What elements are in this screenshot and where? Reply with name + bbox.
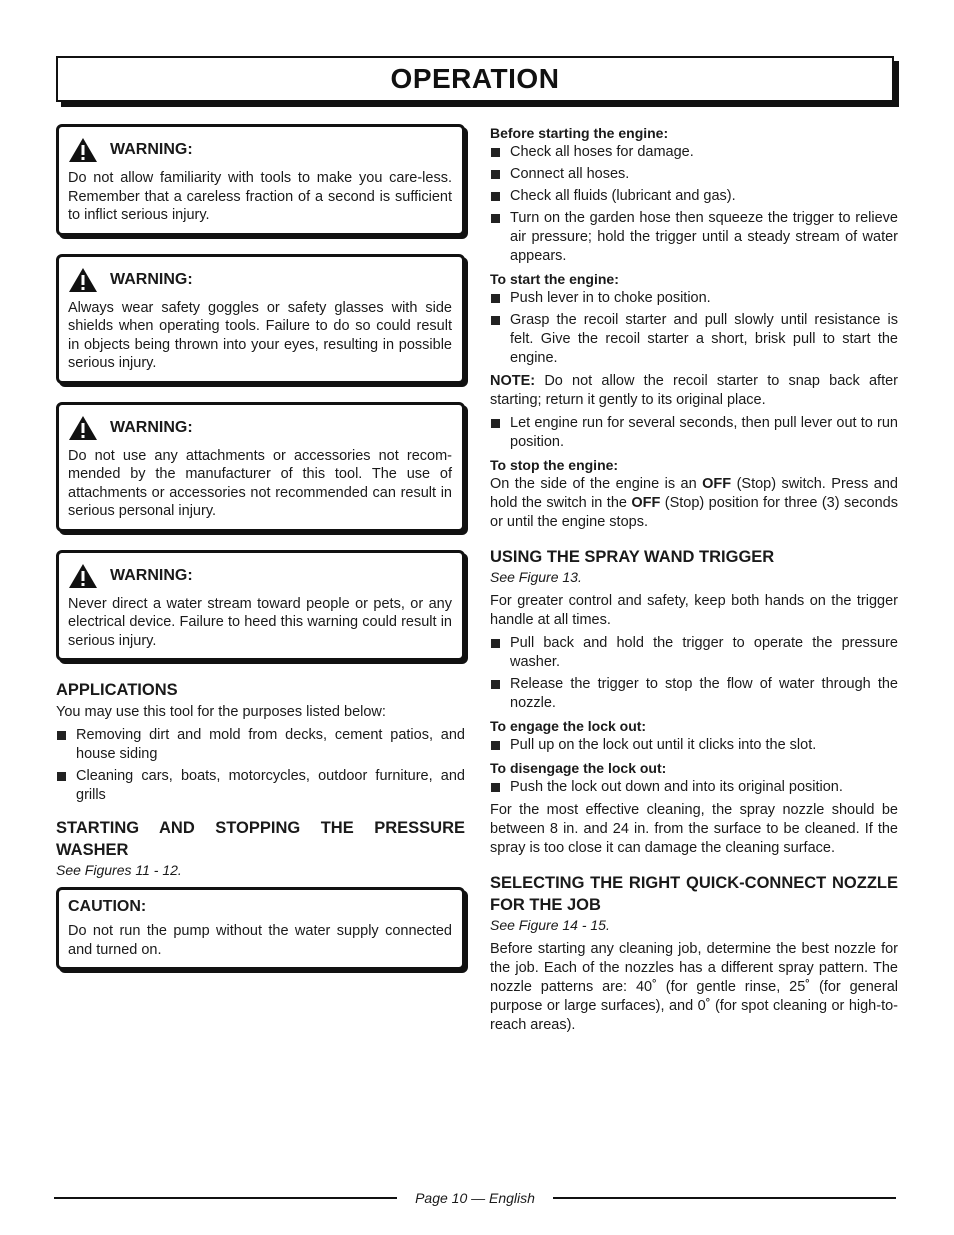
warning-box-2 (56, 254, 465, 384)
warning-text: Do not use any attachments or accessories not recom-mended by the manufacturer of this tool. The use of attachments or accessories not recommended can result in serious personal injury. (68, 447, 452, 519)
starting-see-figures: See Figures 11 - 12. (56, 862, 182, 878)
warning-box-1 (56, 124, 465, 236)
warning-icon (68, 563, 98, 589)
warning-icon (68, 415, 98, 441)
list-item: Let engine run for several seconds, then pull lever out to run position. (490, 414, 898, 452)
caution-box (56, 887, 465, 970)
warning-label: WARNING: (110, 141, 193, 158)
list-item: Pull back and hold the trigger to operate the pressure washer. (490, 634, 898, 672)
list-item: Check all hoses for damage. (490, 143, 898, 162)
spray-intro: For greater control and safety, keep both hands on the trigger handle at all times. (490, 593, 898, 628)
page-title: OPERATION (390, 63, 560, 94)
warning-label: WARNING: (110, 566, 193, 584)
applications-intro: You may use this tool for the purposes listed below: (56, 704, 386, 720)
warning-box-4 (56, 550, 465, 662)
warning-label: WARNING: (110, 270, 193, 288)
warning-icon (68, 137, 98, 163)
list-item: Push the lock out down and into its original position. (490, 778, 898, 797)
before-start-list (490, 143, 898, 266)
warning-text: Never direct a water stream toward people or pets, or any electrical device. Failure to heed this warning could result in serious injury. (68, 595, 452, 649)
right-column (490, 124, 898, 1039)
footer-rule-left (54, 1197, 397, 1199)
to-start-list (490, 289, 898, 368)
disengage-label: To disengage the lock out: (490, 760, 667, 776)
note-label: NOTE: (490, 373, 536, 389)
spray-see-figure: See Figure 13. (490, 569, 582, 585)
page-footer (54, 1188, 896, 1208)
note-text: Do not allow the recoil starter to snap back after starting; return it gently to its original place. (490, 373, 898, 408)
list-item: Push lever in to choke position. (490, 289, 898, 308)
list-item: Check all fluids (lubricant and gas). (490, 187, 898, 206)
to-start-label: To start the engine: (490, 271, 619, 287)
list-item: Grasp the recoil starter and pull slowly until resistance is felt. Give the recoil starter a short, brisk pull to start the engine. (490, 311, 898, 368)
before-start-label: Before starting the engine: (490, 125, 669, 141)
caution-label: CAUTION: (68, 898, 147, 915)
nozzle-text: Before starting any cleaning job, determine the best nozzle for the job. Each of the nozzles has a different spray pattern. The nozzle patterns are: 40˚ (for gentle rinse, 25˚ (for general purpose or large surfaces), and 0˚ (for spot cleaning or high-to-reach areas). (490, 941, 898, 1033)
left-column (56, 124, 465, 988)
spray-list (490, 634, 898, 713)
spray-outro: For the most effective cleaning, the spray nozzle should be between 8 in. and 24 in. from the surface to be cleaned. If the spray is too close it can damage the cleaning surface. (490, 802, 898, 856)
warning-label: WARNING: (110, 418, 193, 436)
applications-list (56, 726, 465, 805)
spray-heading: USING THE SPRAY WAND TRIGGER (490, 548, 775, 566)
list-item: Cleaning cars, boats, motorcycles, outdoor furniture, and grills (56, 767, 465, 805)
warning-text: Always wear safety goggles or safety glasses with side shields when operating tools. Failure to do so could result in objects being thrown into your eyes, resulting in possible serious injury. (68, 299, 452, 371)
note-paragraph (490, 372, 898, 410)
engage-list (490, 736, 898, 755)
list-item: Turn on the garden hose then squeeze the trigger to relieve air pressure; hold the trigger until a steady stream of water appears. (490, 209, 898, 266)
page-title-bar (56, 56, 894, 102)
warning-box-3 (56, 402, 465, 532)
to-start-list-2 (490, 414, 898, 452)
disengage-list (490, 778, 898, 797)
nozzle-heading: SELECTING THE RIGHT QUICK-CONNECT NOZZLE FOR THE JOB (490, 874, 898, 914)
warning-icon (68, 267, 98, 293)
to-stop-text: On the side of the engine is an OFF (Stop) switch. Press and hold the switch in the OFF (Stop) position for three (3) seconds or until the engine stops. (490, 476, 898, 530)
engage-label: To engage the lock out: (490, 718, 647, 734)
applications-heading: APPLICATIONS (56, 681, 178, 699)
warning-text: Do not allow familiarity with tools to make you care-less. Remember that a careless fraction of a second is sufficient to inflict serious injury. (68, 170, 452, 223)
list-item: Release the trigger to stop the flow of water through the nozzle. (490, 675, 898, 713)
list-item: Removing dirt and mold from decks, cement patios, and house siding (56, 726, 465, 764)
caution-text: Do not run the pump without the water supply connected and turned on. (68, 923, 452, 958)
to-stop-label: To stop the engine: (490, 457, 619, 473)
page-number: Page 10 — English (415, 1190, 535, 1206)
starting-heading: STARTING AND STOPPING THE PRESSURE WASHER (56, 819, 465, 859)
nozzle-see-figure: See Figure 14 - 15. (490, 917, 610, 933)
footer-rule-right (553, 1197, 896, 1199)
list-item: Pull up on the lock out until it clicks into the slot. (490, 736, 898, 755)
list-item: Connect all hoses. (490, 165, 898, 184)
